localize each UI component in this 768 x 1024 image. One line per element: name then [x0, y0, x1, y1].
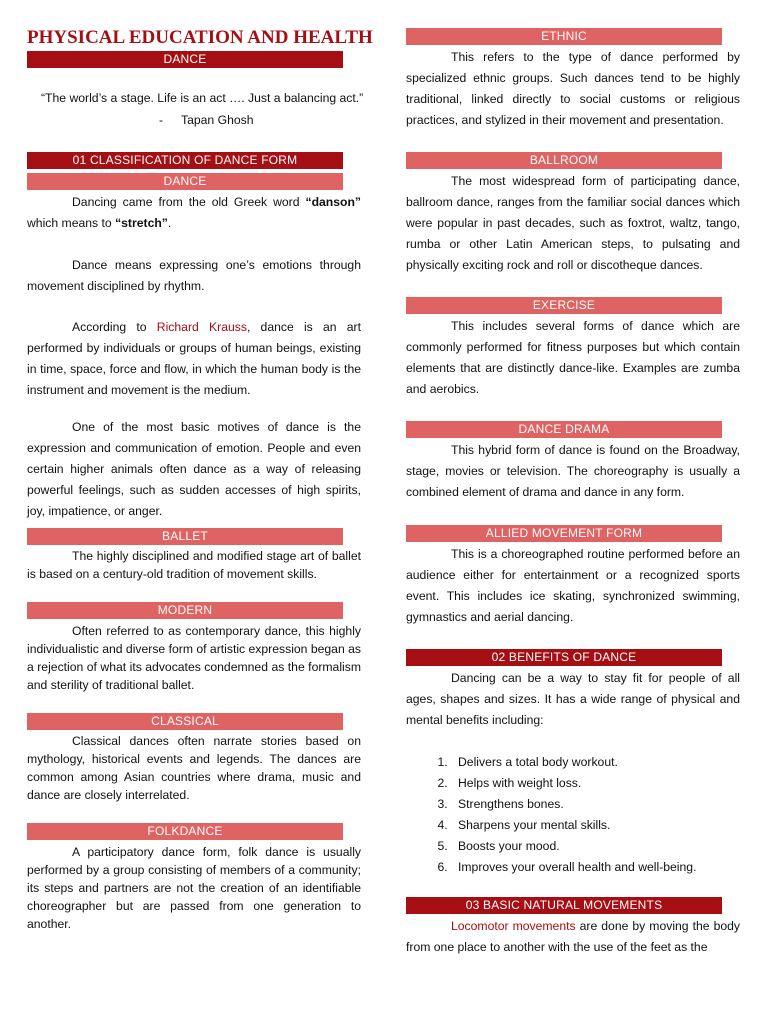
quote: “The world’s a stage. Life is an act …. Just a balancing act.” — [41, 91, 364, 105]
p1-text-a: Dancing came from the old Greek word — [72, 195, 306, 209]
ballroom-paragraph: The most widespread form of participating dance, ballroom dance, ranges from the familiar social dances which were popular in past decades, such as foxtrot, waltz, tango, rumba or other Latin American steps, to pulsating and physically exciting rock and roll or discotheque dances. — [406, 174, 740, 272]
ethnic-paragraph: This refers to the type of dance performed by specialized ethnic groups. Such dances tend to be highly traditional, linked directly to social customs or religious practices, and stylized in their movement and presentation. — [406, 50, 740, 127]
modern-bar: MODERN — [27, 602, 343, 619]
ethnic-bar: ETHNIC — [406, 28, 722, 45]
dance-meaning-paragraph: Dance means expressing one’s emotions through movement disciplined by rhythm. — [27, 258, 361, 293]
page-title: PHYSICAL EDUCATION AND HEALTH — [27, 27, 373, 48]
benefit-item: 3. Strengthens bones. — [451, 794, 696, 815]
benefits-list — [406, 752, 696, 878]
p3-text-a: According to — [72, 320, 157, 334]
stretch-term: “stretch” — [115, 216, 168, 230]
benefit-item: 5. Boosts your mood. — [451, 836, 696, 857]
allied-movement-paragraph: This is a choreographed routine performed before an audience either for entertainment or a recognized sports event. This includes ice skating, synchronized swimming, gymnastics and aerial dancing. — [406, 547, 740, 624]
modern-paragraph: Often referred to as contemporary dance, this highly individualistic and diverse form of artistic expression began as a rejection of what its advocates condemned as the formalism and sterility of traditional ballet. — [27, 624, 361, 692]
section-03-bar: 03 BASIC NATURAL MOVEMENTS — [406, 897, 722, 914]
allied-movement-bar: ALLIED MOVEMENT FORM — [406, 525, 722, 542]
locomotor-paragraph — [406, 916, 740, 958]
locomotor-text: are done by moving the body from one place to another with the use of the feet as the — [406, 919, 741, 954]
benefit-item: 2. Helps with weight loss. — [451, 773, 696, 794]
ballet-bar: BALLET — [27, 528, 343, 545]
quote-attribution — [159, 113, 254, 127]
subtitle-bar: DANCE — [27, 51, 343, 68]
benefit-item: 1. Delivers a total body workout. — [451, 752, 696, 773]
quote-dash: - — [159, 113, 164, 127]
dance-drama-paragraph: This hybrid form of dance is found on the Broadway, stage, movies or television. The choreography is usually a combined element of drama and dance in any form. — [406, 443, 740, 499]
folkdance-bar: FOLKDANCE — [27, 823, 343, 840]
classical-bar: CLASSICAL — [27, 713, 343, 730]
section-01-bar: 01 CLASSIFICATION OF DANCE FORM — [27, 152, 343, 169]
richard-krauss-name: Richard Krauss — [156, 320, 247, 334]
classical-paragraph: Classical dances often narrate stories based on mythology, historical events and legends. The dances are common among Asian countries where drama, music and dance are closely interrelated. — [27, 734, 361, 802]
ballroom-bar: BALLROOM — [406, 152, 722, 169]
benefit-item: 4. Sharpens your mental skills. — [451, 815, 696, 836]
folkdance-paragraph: A participatory dance form, folk dance is usually performed by a group consisting of members of a community; its steps and partners are not the creation of an identifiable choreographer but are passed from one generation to another. — [27, 845, 361, 931]
danson-term: “danson” — [305, 195, 361, 209]
p1-text-b: which means to — [27, 216, 116, 230]
dance-drama-bar: DANCE DRAMA — [406, 421, 722, 438]
locomotor-term: Locomotor movements — [451, 919, 576, 933]
section-02-bar: 02 BENEFITS OF DANCE — [406, 649, 722, 666]
benefits-intro-paragraph: Dancing can be a way to stay fit for people of all ages, shapes and sizes. It has a wide range of physical and mental benefits including: — [406, 671, 740, 727]
motives-paragraph: One of the most basic motives of dance is the expression and communication of emotion. People and even certain higher animals often dance as a way of releasing powerful feelings, such as sudden accesses of high spirits, joy, impatience, or anger. — [27, 420, 361, 518]
krauss-paragraph — [27, 317, 361, 401]
p3-text-b: , dance is an art performed by individuals or groups of human beings, existing in time, space, force and flow, in which the human body is the instrument and movement is the medium. — [27, 320, 361, 397]
dance-origin-paragraph — [27, 192, 361, 234]
quote-author: Tapan Ghosh — [181, 113, 254, 127]
dance-bar: DANCE — [27, 173, 343, 190]
benefit-item: 6. Improves your overall health and well-being. — [451, 857, 696, 878]
p1-text-c: . — [167, 216, 172, 230]
ballet-paragraph: The highly disciplined and modified stage art of ballet is based on a century-old tradition of movement skills. — [27, 549, 361, 581]
exercise-paragraph: This includes several forms of dance which are commonly performed for fitness purposes but which contain elements that are distinctly dance-like. Examples are zumba and aerobics. — [406, 319, 740, 396]
exercise-bar: EXERCISE — [406, 297, 722, 314]
